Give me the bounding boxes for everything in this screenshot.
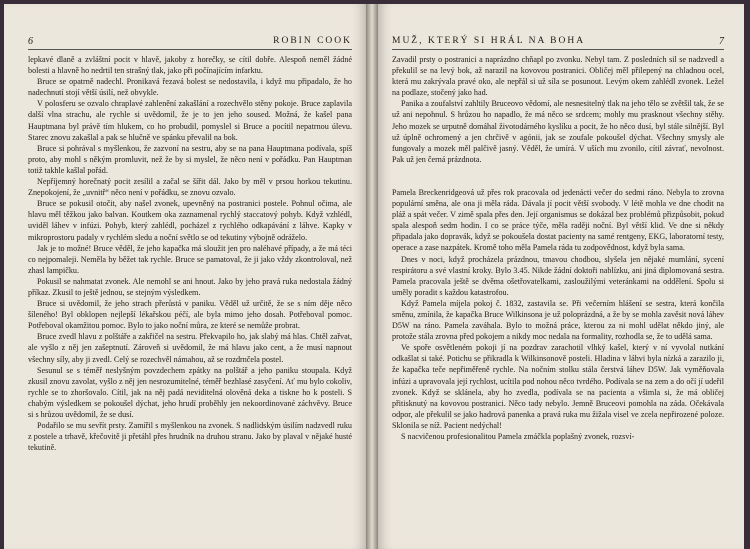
left-running-head: ROBIN COOK (273, 36, 352, 46)
paragraph: Podařilo se mu sevřít prsty. Zamířil s myšlenkou na zvonek. S nadlidským úsilím nadzvedl ruku z postele a trhavě, křečovitě ji přetáhl přes hrudník na druhou stranu. Jako by plaval v nějaké husté tekutině. (28, 421, 352, 453)
paragraph: Zavadil prsty o postranici a naprázdno chňapl po zvonku. Nebyl tam. Z posledních sil se nadzvedl a překulil se na levý bok, až narazil na kovovou postranici. Obličej měl přilepený na chladnou ocel, která mu zakrývala pravé oko, ale nepřál si už síla se posunout. Levým okem zahlédl zvonek. Ležel na podlaze, stočený jako had. (392, 55, 724, 98)
paragraph: Bruce se opatrně nadechl. Pronikavá řezavá bolest se nedostavila, i když mu připadalo, že ho nadechnutí stojí větší úsilí, než obvykle. (28, 77, 352, 98)
right-page-header (392, 36, 724, 47)
right-page-number: 7 (719, 36, 724, 47)
left-header-rule (28, 49, 352, 50)
paragraph: S nacvičenou profesionalitou Pamela zmáčkla poplašný zvonek, rozsví- (401, 432, 635, 441)
left-page-number: 6 (28, 36, 33, 47)
left-page-text (28, 54, 352, 453)
right-page-text (392, 54, 724, 442)
paragraph: lepkavé dlaně a zvláštní pocit v hlavě, jakoby z horečky, se cítil dobře. Alespoň neměl žádné bolesti a hlavně ho nedrtil ten strašný tlak, jako při počínajícím infarktu. (28, 55, 352, 76)
paragraph: V polosferu se ozvalo chraplavé zahlenění zakašlání a rozechvělo stěny pokoje. Bruce zaplavila další vlna strachu, ale rychle si uvědomil, že je to jen jeho soused. Možná, že kašel pana Hauptmana byl právě tím hlukem, co ho probudil, pomyslel si Bruce a pocítil nepatrnou úlevu. Starec znovu zakašlal a pak se hlučně ve spánku převalil na bok. (28, 99, 352, 142)
paragraph: Dnes v noci, když procházela prázdnou, tmavou chodbou, slyšela jen nějaké mumlání, sycení respirátoru a své vlastní kroky. Bylo 3.45. Nikde žádní doktoři nablízku, ani jiná diplomovaná sestra. Pamela pracovala ještě se dvěma ošetřovatelkami, zasloužilými veteránkami na oddělení. Spolu si uměly poradit s každou katastrofou. (392, 254, 724, 297)
left-page-header (28, 36, 352, 47)
right-running-head: MUŽ, KTERÝ SI HRÁL NA BOHA (392, 36, 586, 46)
right-page (378, 4, 744, 549)
section-break (392, 165, 724, 187)
paragraph: Sesunul se s téměř neslyšným povzdechem zpátky na polštář a jeho paniku stoupala. Když zkusil znovu zavolat, vyšlo z něj jen nesrozumitelné, téměř bezhlasé zasyčení. Ať mu bylo cokoliv, rychle se to zhoršovalo. Cítil, jak na něj padá neviditelná olověná deka a tiskne ho k posteli. S chabým výsledkem se pokoušel dýchat, jeho hrudí proběhly jen nekoordinované záchvěvy. Bruce si s hrůzou uvědomil, že se dusí. (28, 365, 352, 419)
paragraph: Když Pamela míjela pokoj č. 1832, zastavila se. Při večerním hlášení se sestra, která končila směnu, zmínila, že kapačka Bruce Wilkinsona je už poloprázdná, a že by se mohla zavěsit nová láhev D5W na ráno. Pamela zaváhala. Bylo to možná práce, kterou za ni mohl udělat někdo jiný, ale protože stála zrovna před pokojem a nikdy moc nedala na formality, rozhodla se, že to udělá sama. (392, 298, 724, 342)
paragraph: Nepříjemný horečnatý pocit zesílil a začal se šířit dál. Jako by měl v prsou horkou tekutinu. Znepokojení, že „uvnitř“ něco není v pořádku, se znovu ozvalo. (28, 177, 352, 198)
right-header-rule (392, 49, 724, 50)
paragraph: Panika a zoufalství zahltily Bruceovo vědomí, ale nesnesitelný tlak na jeho tělo se zvětšil tak, že se už ani nepohnul. S hrůzou ho napadlo, že má něco se srdcem; mohly mu prasknout všechny stěhy. Jeho mozek se urputně domáhal životodárného kyslíku a pocit, že ho něco dusí, byl stále silnější. Byl už úplně ochromený a jen chrčivě v agónii, jak se zoufale pokoušel dýchat. Všechny smysly ale fungovaly a mozek měl palčivě jasný. Věděl, že umírá. V uších mu zvonilo, cítil závrať, nevolnost. Pak už jen černá prázdnota. (392, 99, 724, 164)
paragraph: Pamela Breckenridgeová už přes rok pracovala od jedenácti večer do sedmi ráno. Nebyla to zrovna populární směna, ale ona ji měla ráda. Dávala jí pocit větší svobody. V létě mohla ve dne chodit na pláž a spát večer. V zimě spala přes den. Její organismus se dokázal bez problémů přizpůsobit, pokud spala alespoň sedm hodin. I co se práce týče, měla raději noční. Byl větší klid. Ve dne si někdy připadala jako dopravák, když se pokoušela dostat pacienty na samé rentgeny, EKG, laboratorní testy, operace a zase nazpátek. Kromě toho měla Pamela ráda tu zodpovědnost, když byla sama. (392, 187, 724, 253)
paragraph: Bruce si uvědomil, že jeho strach přerůstá v paniku. Věděl už určitě, že se s ním děje něco šíleného! Byl obklopen nejlepší lékařskou péčí, ale byla mimo jeho dosah. Potřeboval pomoc. Potřeboval okamžitou pomoc. Bylo to jako noční můra, ze které se nemůže probrat. (28, 299, 352, 331)
paragraph: Jak je to možné! Bruce věděl, že jeho kapačka má sloužit jen pro naléhavé případy, a že má téci co nejpomaleji. Neměla by běžet tak rychle. Bruce se pamatoval, že ji jako vždy zkontroloval, než zhasl lampičku. (28, 243, 352, 275)
paragraph: Bruce se pokusil otočit, aby našel zvonek, upevněný na postranici postele. Pohnul očima, ale hlavu měl těžkou jako balvan. Koutkem oka zaznamenal rychlý staccatový pohyb. Když vzhlédl, uviděl láhev v infúzi. Pohyb, který zahlédl, pocházel z rychlého odkapávání z láhve. Kapky v mikroprostoru padaly v rychlém sledu a noční světlo se od tekutiny výbojně odráželo. (28, 199, 352, 242)
paragraph: Bruce zvedl hlavu z polštáře a zakřičel na sestru. Překvapilo ho, jak slabý má hlas. Chtěl zařvat, ale vyšlo z něj jen zašeptnutí. Zároveň si uvědomil, že má hlavu jako cent, a že musí napnout všechny síly, aby ji zvedl. Celý se rozechvěl námahou, až se rozdrnčela postel. (28, 332, 352, 364)
paragraph: Bruce si pohrával s myšlenkou, že zazvoní na sestru, aby se na pana Hauptmana podívala, spíš proto, aby mohl s někým promluvit, než že by si myslel, že něco není v pořádku. Pan Hauptman totiž takhle kašlal pořád. (28, 143, 352, 175)
paragraph: Pokusil se nahmatat zvonek. Ale nemohl se ani hnout. Jako by jeho pravá ruka nedostala žádný příkaz. Zkusil to ještě jednou, se stejným výsledkem. (28, 276, 352, 297)
left-page (4, 4, 367, 549)
book-gutter (366, 4, 378, 549)
paragraph: Ve spoře osvětleném pokoji jí na pozdrav zarachotil vlhký kašel, který v ní vyvolal nutkání odkašlat si také. Potichu se přikradla k Wilkinsonově posteli. Hladina v láhvi byla nízká a zarazilo ji, že kapačka teče nepřiměřeně rychle. Na nočním stolku stála čerstvá láhev D5W. Jak vyměňovala infúzi a upravovala její rychlost, ucítila pod nohou něco tvrdého. Podívala se na zem a do očí jí udeřil zvonek. Když se sklánela, aby ho zvedla, podívala se na pacienta a všimla si, že má obličej přitisknutý na kovovou postranici. Něco tady nebylo. Jemně Bruceovi pomohla na záda. Očekávala odpor, ale překulil se jako hadrová panenka a pravá ruka mu žižala visel ve zcela nepřirozené poloze. Sklonila se níž. Pacient nedýchal! (392, 343, 724, 430)
